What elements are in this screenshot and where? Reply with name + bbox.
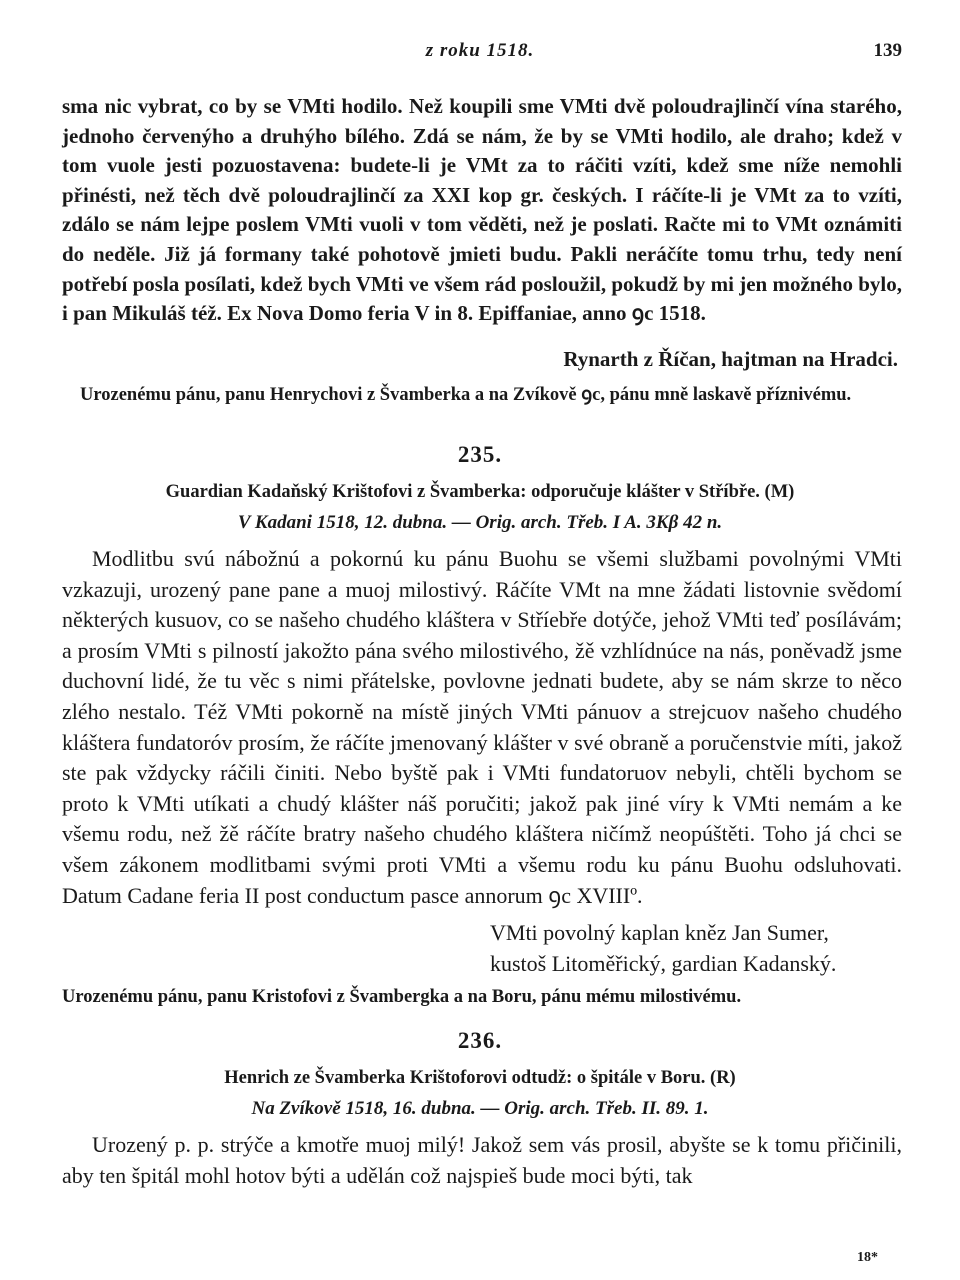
doc236-number: 236. bbox=[457, 1028, 503, 1053]
doc234-address-block bbox=[62, 382, 902, 408]
doc235-signature-line-1: VMti povolný kaplan kněz Jan Sumer, bbox=[490, 920, 829, 945]
doc235-regest: Guardian Kadaňský Krištofovi z Švamberka: odporučuje klášter v Stříbře. (M) bbox=[165, 482, 795, 502]
doc234-section bbox=[62, 92, 902, 329]
doc235-signature-block bbox=[62, 918, 902, 979]
doc235-address: Urozenému pánu, panu Kristofovi z Švambergka a na Boru, pánu mému milostivému. bbox=[62, 987, 742, 1007]
doc235-number: 235. bbox=[457, 442, 503, 467]
doc234-signature-block bbox=[62, 345, 902, 375]
printer-signature-mark: 18* bbox=[857, 1250, 878, 1265]
doc235-address-block bbox=[62, 984, 902, 1010]
doc236-section bbox=[62, 1130, 902, 1191]
doc235-section bbox=[62, 544, 902, 911]
running-head bbox=[0, 40, 960, 70]
doc234-body: sma nic vybrat, co by se VMti hodilo. Než koupili sme VMti dvě poloudrajlinčí vína starého, jednoho červenýho a druhýho bílého. Zdá se nám, že by se VMti hodilo, ale draho; kdež v tom vuole jesti pozuostavena: budete-li je VMt za to ráčiti vzíti, kdež sme níže nemohli přinésti, než těch dvě poloudrajlinčí za XXI kop gr. českých. I ráčíte-li je VMt za to vzíti, zdálo se nám lejpe poslem VMti vuoli v tom věděti, než je poslati. Račte mi to VMt oznámiti do neděle. Již já formany také pohotově jmieti budu. Pakli neráčíte tomu trhu, tedy není potřebí posla posílati, kdež bych VMti ve všem rád posloužil, pokudž by mi jen možného bylo, i pan Mikuláš též. Ex Nova Domo feria V in 8. Epiffaniae, anno ꝯc 1518. bbox=[62, 94, 902, 326]
doc235-source: V Kadani 1518, 12. dubna. — Orig. arch. Třeb. I A. 3Kβ 42 n. bbox=[237, 512, 723, 533]
doc235-signature-line-2: kustoš Litoměřický, gardian Kadanský. bbox=[490, 950, 837, 976]
page-number: 139 bbox=[873, 40, 902, 61]
doc235-body: Modlitbu svú nábožnú a pokornú ku pánu Buohu se všemi službami povolnými VMti vzkazuji, urozený pane pane a muoj milostivý. Ráčíte VMt na mne žádati listovnie svědomí některých kusuov, co se našeho chudého kláštera v Stříebře dotýče, jehož VMti teď posílávám; a prosím VMti s pilností jakožto pána svého milostivého, žě vzhlídnúce na nás, poněvadž jsme duchovní lidé, že tu věc s nimi přátelske, povlovne jednati budete, aby se nám skrze to něco zlého nestalo. Též VMti pokorně na místě jiných VMti pánuov a strejcuov našeho chudého kláštera fundatoróv prosím, že ráčíte jmenovaný klášter v své obraně a poručenstvie míti, jakož ste pak vždycky ráčili činiti. Nebo byště pak i VMti fundatoruov nebyli, chtěli bychom se proto k VMti utíkati a chudý klášter náš poručiti; jakož pak jiné víry k VMti nemám a ke všemu rodu, než žě ráčíte bratry našeho chudého kláštera ničímž neopúštěti. Toho já chci se všem zákonem modlitbami svými proti VMti a všemu rodu ku pánu Buohu odsluhovati. Datum Cadane feria II post conductum pasce annorum ꝯc XVIIIº. bbox=[62, 546, 902, 908]
doc236-regest: Henrich ze Švamberka Krištoforovi odtudž: o špitále v Boru. (R) bbox=[224, 1068, 736, 1088]
doc236-body: Urozený p. p. strýče a kmotře muoj milý! Jakož sem vás prosil, abyšte se k tomu přičinili, aby ten špitál mohl hotov býti a udělán což najspieš bude moci býti, tak bbox=[62, 1132, 902, 1188]
doc234-signature: Rynarth z Říčan, hajtman na Hradci. bbox=[563, 347, 898, 371]
doc234-address: Urozenému pánu, panu Henrychovi z Švamberka a na Zvíkově ꝯc, pánu mně laskavě příznivému. bbox=[80, 385, 852, 405]
doc236-source: Na Zvíkově 1518, 16. dubna. — Orig. arch. Třeb. II. 89. 1. bbox=[251, 1098, 709, 1119]
running-title: z roku 1518. bbox=[425, 40, 535, 61]
